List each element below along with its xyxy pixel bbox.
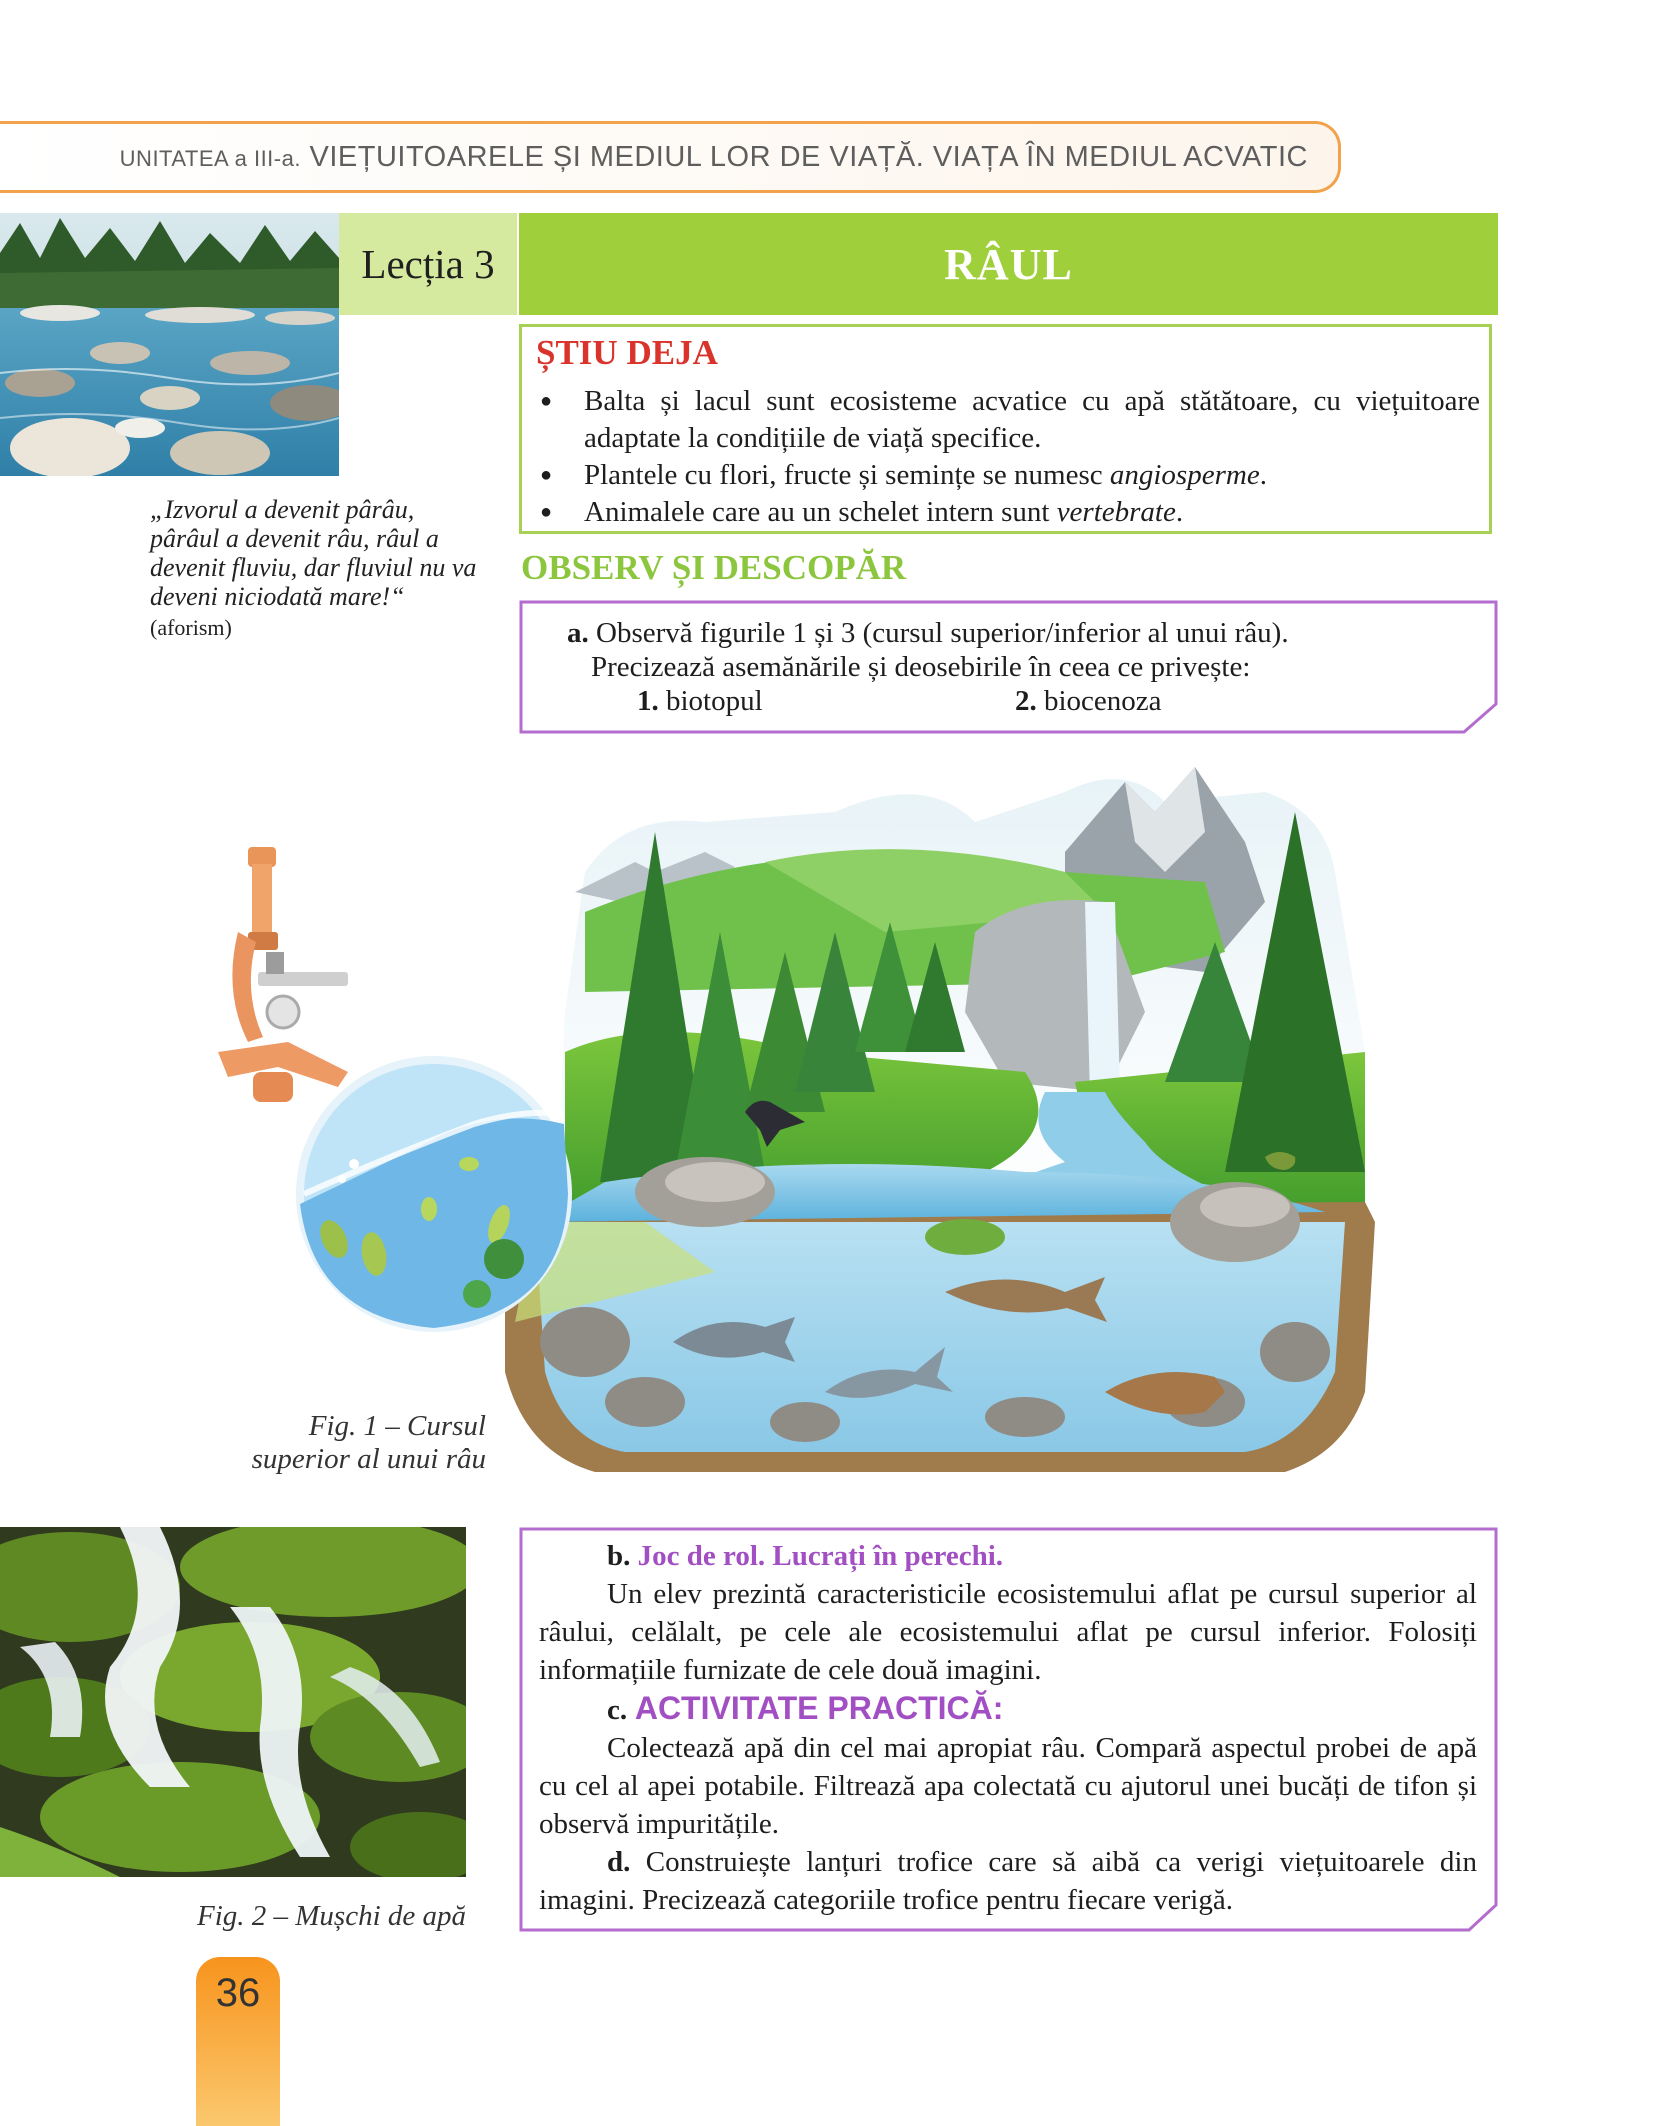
- aphorism: [150, 495, 490, 642]
- bullet-icon: ●: [540, 464, 553, 486]
- bullet-icon: ●: [540, 501, 553, 523]
- list-item: [540, 494, 1480, 531]
- list-item-text: Animalele care au un schelet intern sunt vertebrate.: [584, 496, 1184, 528]
- option-biocenoza: biocenoza: [1036, 685, 1162, 717]
- task-b-title: Joc de rol. Lucrați în perechi.: [630, 1540, 1004, 1572]
- unit-header: [0, 121, 1341, 193]
- lesson-title: RÂUL: [519, 213, 1498, 315]
- figure-2-caption: Fig. 2 – Mușchi de apă: [196, 1900, 466, 1932]
- list-item-text: Plantele cu flori, fructe și semințe se numesc angiosperme.: [584, 459, 1267, 491]
- task-label-d: d.: [607, 1846, 631, 1878]
- task-label-b: b.: [607, 1540, 631, 1572]
- list-item: [540, 383, 1480, 457]
- stiu-deja-box: [519, 324, 1492, 534]
- unit-title: VIEȚUITOARELE ȘI MEDIUL LOR DE VIAȚĂ. VIAȚA ÎN MEDIUL ACVATIC: [300, 141, 1308, 173]
- page-number: 36: [215, 1971, 261, 2015]
- emphasis-term: vertebrate: [1056, 496, 1176, 528]
- option-number: 2.: [1015, 685, 1037, 717]
- aphorism-text: „Izvorul a devenit pârâu, pârâul a devenit râu, râul a devenit fluviu, dar fluviul nu va deveni niciodată mare!“: [150, 495, 477, 611]
- task-c-heading: [539, 1689, 1477, 1729]
- page-number-tab: [196, 1957, 280, 2126]
- mountain-river-photo: [0, 213, 339, 476]
- observ-task-text: a. Observă figurile 1 și 3 (cursul superior/inferior al unui râu). Precizează asemănările și deosebirile în ceea ce privește: 1. biotopul 2. biocenoza: [567, 616, 1467, 718]
- figure-1-caption: Fig. 1 – Cursul superior al unui râu: [251, 1410, 486, 1475]
- bullet-icon: ●: [540, 390, 553, 412]
- option-biotop: biotopul: [658, 685, 763, 717]
- task-d-text: Construiește lanțuri trofice care să aibă ca verigi viețuitoarele din imagini. Precizează categoriile trofice pentru fiecare verigă.: [539, 1846, 1477, 1916]
- task-label-c: c.: [607, 1694, 628, 1726]
- task-c-text: Colectează apă din cel mai apropiat râu. Compară aspectul probei de apă cu cel al apei potabile. Filtrează apa colectată cu ajutorul unei bucăți de tifon și observă impuritățile.: [539, 1732, 1477, 1840]
- activities-box: [519, 1527, 1498, 1932]
- stiu-deja-list: [540, 383, 1480, 531]
- task-b-text: Un elev prezintă caracteristicile ecosistemului aflat pe cursul superior al râului, celălalt, pe cele ale ecosistemului aflat pe cursul inferior. Folosiți informațiile furnizate de cele două imagini.: [539, 1578, 1477, 1686]
- option-number: 1.: [637, 685, 659, 717]
- task-c-title: ACTIVITATE PRACTICĂ:: [627, 1690, 1004, 1726]
- observ-title: OBSERV ȘI DESCOPĂR: [521, 548, 907, 587]
- task-b-heading: [539, 1537, 1477, 1575]
- microorganisms-magnifier: [294, 1054, 574, 1334]
- list-item-text: Balta și lacul sunt ecosisteme acvatice cu apă stătătoare, cu viețuitoare adaptate la condițiile de viață specifice.: [584, 385, 1480, 454]
- task-label-a: a.: [567, 617, 589, 649]
- emphasis-term: angiosperme: [1109, 459, 1260, 491]
- unit-prefix: UNITATEA a: [119, 146, 254, 171]
- lesson-number: Lecția 3: [339, 213, 517, 315]
- observ-task-box: [519, 600, 1498, 734]
- aphorism-source: (aforism): [150, 615, 232, 640]
- moss-waterfall-photo: [0, 1527, 466, 1877]
- upper-river-illustration: [505, 752, 1380, 1482]
- activities-text: [539, 1537, 1477, 1919]
- unit-header-text: [120, 141, 1308, 174]
- list-item: [540, 457, 1480, 494]
- unit-number: III-a.: [253, 146, 301, 171]
- task-a-line2: Precizează asemănările și deosebirile în ceea ce privește:: [591, 651, 1251, 683]
- stiu-deja-title: ȘTIU DEJA: [536, 333, 718, 372]
- task-d: [539, 1843, 1477, 1919]
